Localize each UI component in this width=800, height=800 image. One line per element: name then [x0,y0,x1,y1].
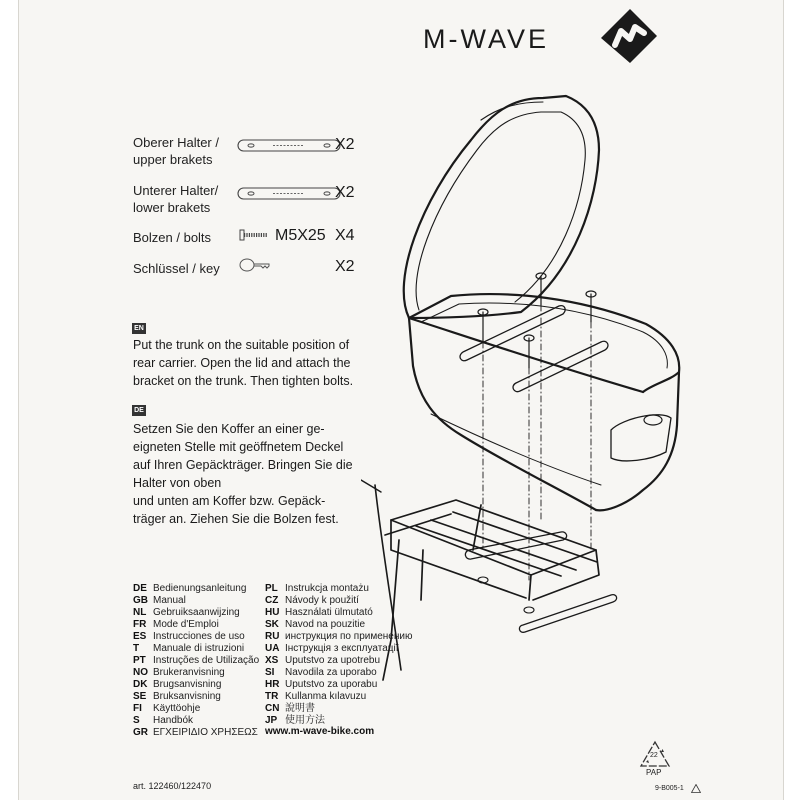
de-line: auf Ihren Gepäckträger. Bringen Sie die [133,458,353,472]
manual-lang-row: CZ Návody k použití [265,595,359,606]
manual-lang-row: DE Bedienungsanleitung [133,583,247,594]
trunk-assembly-illustration [361,80,701,690]
en-badge: EN [132,323,146,334]
part-upper-bracket-qty: X2 [335,136,355,153]
manual-lang-row: NO Brukeranvisning [133,667,225,678]
en-line: bracket on the trunk. Then tighten bolts. [133,374,354,388]
part-bolt-qty: X4 [335,227,355,244]
de-line: eigneten Stelle mit geöffnetem Deckel [133,440,344,454]
de-line: Setzen Sie den Koffer an einer ge- [133,422,325,436]
manual-lang-row: CN 說明書 [265,703,315,714]
lower-bracket-icon [237,186,341,202]
manual-lang-row: ES Instrucciones de uso [133,631,245,642]
de-line: Halter von oben [133,476,222,490]
de-badge: DE [132,405,146,416]
manual-lang-row: SE Bruksanvisning [133,691,221,702]
manual-lang-row: HU Használati ülmutató [265,607,373,618]
manual-lang-row: FR Mode d'Emploi [133,619,219,630]
manual-lang-row: PL Instrukcja montażu [265,583,369,594]
upper-bracket-icon [237,138,341,154]
de-line: träger an. Ziehen Sie die Bolzen fest. [133,512,339,526]
manual-sheet [18,0,784,800]
article-number: art. 122460/122470 [133,781,212,791]
en-line: Put the trunk on the suitable position of [133,338,350,352]
bolt-size-label: M5X25 [275,227,326,244]
brand-wordmark: M-WAVE [423,24,549,54]
key-icon [239,256,271,274]
part-lower-bracket-label: Unterer Halter/ lower brakets [133,183,219,215]
website-link[interactable]: www.m-wave-bike.com [265,726,375,737]
en-line: rear carrier. Open the lid and attach the [133,356,351,370]
manual-lang-row: SI Navodila za uporabo [265,667,377,678]
manual-lang-row: UA Інструкція з експлуатації [265,643,399,654]
manual-lang-row: FI Käyttöohje [133,703,201,714]
manual-lang-row: NL Gebruiksaanwijzing [133,607,240,618]
manual-lang-row: S Handbók [133,715,194,726]
part-key-qty: X2 [335,258,355,275]
manual-lang-row: TR Kullanma kılavuzu [265,691,367,702]
small-recycle-icon [691,784,701,793]
en-instructions [133,336,353,390]
recycle-label: PAP [646,768,662,777]
manual-lang-row: RU инструкция по применению [265,631,413,642]
brand-logo-icon [597,5,661,67]
manual-lang-row: XS Uputstvo za upotrebu [265,655,381,666]
manual-lang-row: GB Manual [133,595,186,606]
manual-lang-row: SK Navod na pouzitie [265,619,366,630]
print-code: 9-B005-1 [655,785,684,792]
part-bolt-label: Bolzen / bolts [133,230,212,245]
manual-lang-row: T Manuale di istruzioni [133,643,245,654]
part-upper-bracket-label: Oberer Halter / upper brakets [133,135,219,167]
de-line: und unten am Koffer bzw. Gepäck- [133,494,326,508]
part-lower-bracket-qty: X2 [335,184,355,201]
trunk-lid [404,96,599,318]
manual-lang-row: HR Uputstvo za uporabu [265,679,378,690]
part-key-label: Schlüssel / key [133,261,220,276]
manual-lang-row: JP 使用方法 [265,715,325,726]
recycle-number: 22 [650,752,658,759]
manual-lang-row: DK Brugsanvisning [133,679,222,690]
manual-lang-row: PT Instruções de Utilização [133,655,260,666]
de-instructions [133,420,353,528]
manual-lang-row: GR ΕΓΧΕΙΡΙΔΙΟ ΧΡΗΣΕΩΣ [133,727,258,738]
bolt-icon [239,229,269,241]
